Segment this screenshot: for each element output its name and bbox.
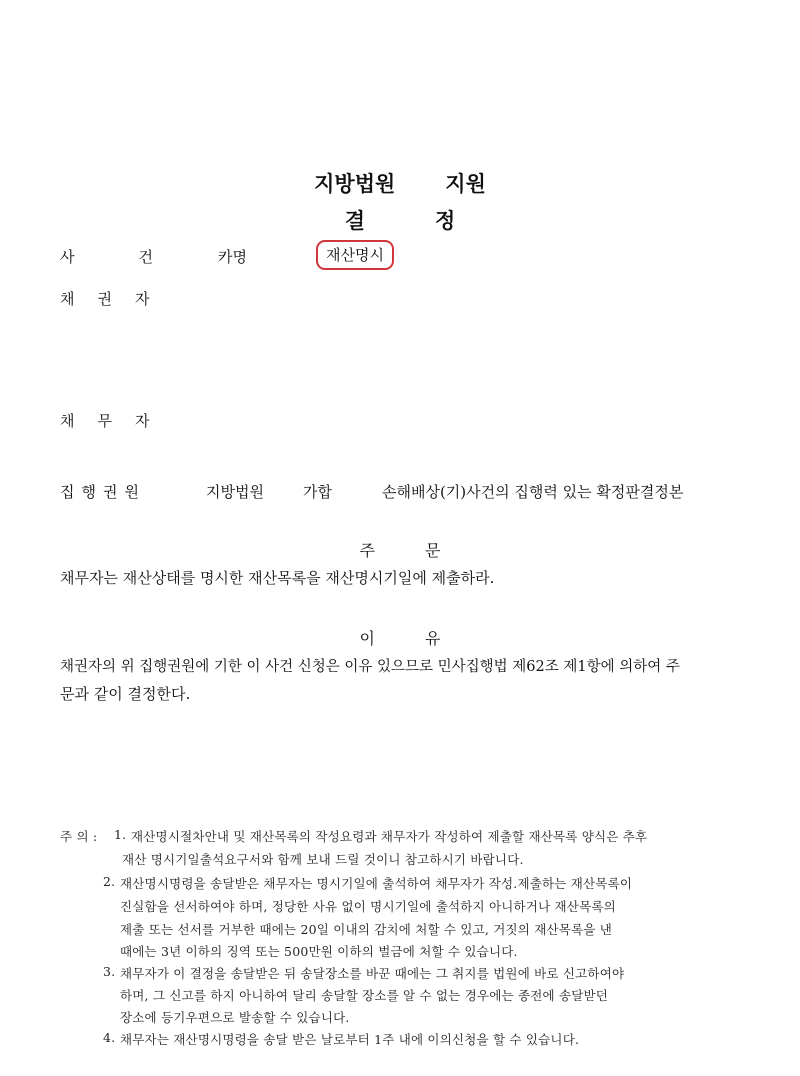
- notice-item-line: 장소에 등기우편으로 발송할 수 있습니다.: [120, 1010, 350, 1025]
- notice-item-line: 하며, 그 신고를 하지 아니하여 달리 송달할 장소를 알 수 없는 경우에는 종전에 송달받던: [120, 988, 609, 1003]
- title-label-char: 행: [81, 483, 96, 501]
- debtor-label-char: 무: [97, 412, 112, 430]
- notice-item-line: 제출 또는 선서를 거부한 때에는 20일 이내의 감치에 처할 수 있고, 거짓의 재산목록을 낸: [120, 922, 613, 937]
- creditor-label-char: 자: [135, 290, 150, 308]
- notice-item-line: 때에는 3년 이하의 징역 또는 500만원 이하의 벌금에 처할 수 있습니다.: [120, 944, 518, 959]
- debtor-label: [60, 410, 150, 431]
- case-name-highlighted: 재산명시: [316, 240, 394, 270]
- enforcement-court: 지방법원: [206, 483, 264, 501]
- enforcement-case-type: 가합: [303, 483, 332, 501]
- creditor-label-char: 권: [97, 290, 112, 308]
- notice-item-number: 3.: [103, 964, 116, 979]
- notice-item-line: 재산명시명령을 송달받은 채무자는 명시기일에 출석하여 채무자가 작성.제출하는 재산목록이: [120, 876, 633, 891]
- notice-item-number: 2.: [103, 874, 116, 889]
- notice-prefix: 주 의 :: [60, 829, 98, 844]
- case-label-char: 건: [138, 248, 153, 266]
- enforcement-description: 손해배상(기)사건의 집행력 있는 확정판결정본: [382, 483, 684, 501]
- order-text: 채무자는 재산상태를 명시한 재산목록을 재산명시기일에 제출하라.: [60, 569, 495, 587]
- title-label-char: 집: [60, 483, 75, 501]
- creditor-label-char: 채: [60, 290, 75, 308]
- notice-item-line: 재산명시절차안내 및 재산목록의 작성요령과 채무자가 작성하여 제출할 재산목록 양식은 추후: [131, 829, 648, 844]
- branch-court-name: 지원: [445, 172, 486, 196]
- case-label-char: 사: [60, 248, 75, 266]
- notice-item-line: 채무자는 재산명시명령을 송달 받은 날로부터 1주 내에 이의신청을 할 수 있습니다.: [120, 1032, 580, 1047]
- court-name: 지방법원: [314, 172, 396, 196]
- enforcement-title-label: [60, 481, 139, 502]
- reason-text-line-1: 채권자의 위 집행권원에 기한 이 사건 신청은 이유 있으므로 민사집행법 제62조 제1항에 의하여 주: [60, 659, 680, 675]
- creditor-label: [60, 288, 150, 309]
- debtor-label-char: 자: [135, 412, 150, 430]
- notice-item-number: 1.: [114, 827, 127, 842]
- notice-item-line: 채무자가 이 결정을 송달받은 뒤 송달장소를 바꾼 때에는 그 취지를 법원에 바로 신고하여야: [120, 966, 625, 981]
- order-heading-char: 문: [425, 541, 441, 560]
- decision-char-2: 정: [435, 209, 456, 233]
- reason-heading: [0, 626, 800, 649]
- debtor-label-char: 채: [60, 412, 75, 430]
- notice-item-number: 4.: [103, 1030, 116, 1045]
- reason-heading-char: 유: [425, 629, 441, 648]
- order-heading-char: 주: [359, 541, 375, 560]
- title-label-char: 권: [103, 483, 118, 501]
- case-number-suffix: 카명: [218, 248, 247, 266]
- notice-item-line: 진실함을 선서하여야 하며, 정당한 사유 없이 명시기일에 출석하지 아니하거나 재산목록의: [120, 899, 616, 914]
- court-title: [0, 168, 800, 198]
- reason-text-line-2: 문과 같이 결정한다.: [60, 685, 191, 703]
- reason-heading-char: 이: [359, 629, 375, 648]
- order-heading: [0, 538, 800, 561]
- case-label: [60, 246, 153, 267]
- title-label-char: 원: [124, 483, 139, 501]
- decision-char-1: 결: [344, 209, 365, 233]
- notice-item-line: 재산 명시기일출석요구서와 함께 보내 드릴 것이니 참고하시기 바랍니다.: [122, 852, 524, 867]
- document-title: [0, 205, 800, 235]
